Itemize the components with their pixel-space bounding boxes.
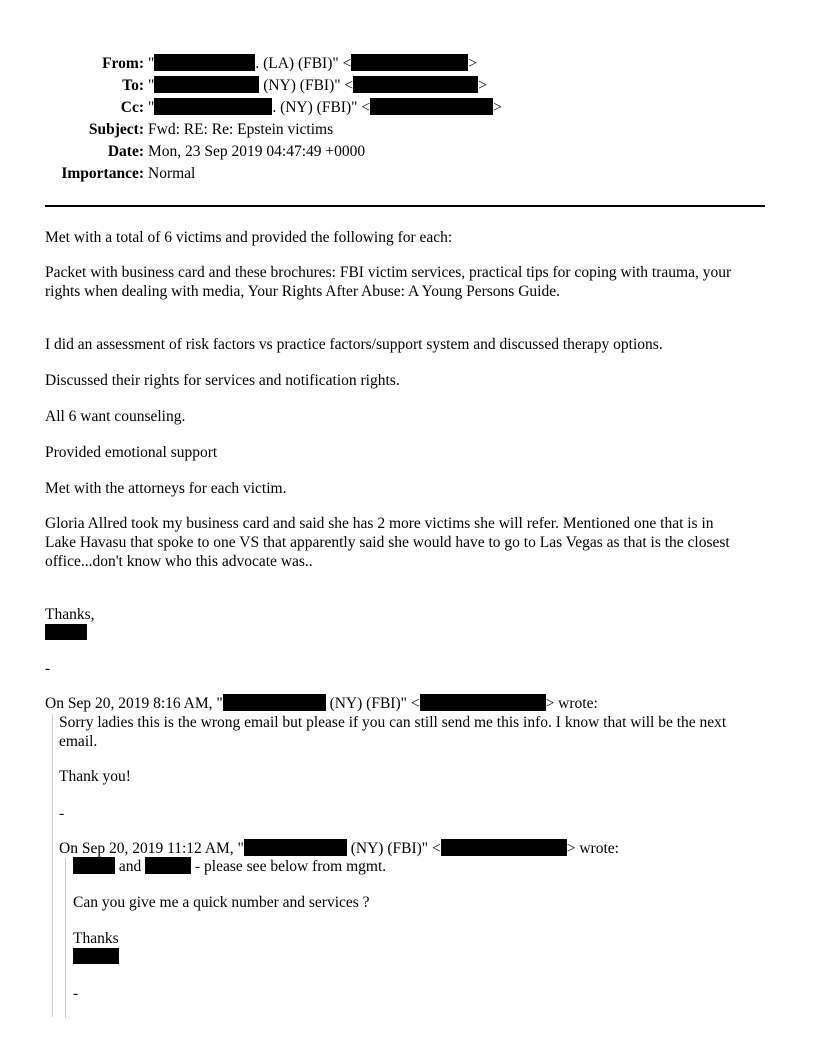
redaction-bar [73, 857, 115, 874]
quote-text: Can you give me a quick number and services ? [73, 894, 370, 911]
redaction-bar [154, 98, 272, 115]
redaction-bar [154, 54, 255, 71]
cc-quote: " [148, 98, 155, 116]
redaction-bar [244, 839, 347, 856]
body-paragraph: Provided emotional support [45, 444, 218, 461]
to-quote: " [148, 76, 155, 94]
attribution-prefix: On Sep 20, 2019 11:12 AM, " [59, 840, 244, 857]
email-header [0, 52, 816, 184]
subject-value: Fwd: RE: Re: Epstein victims [148, 120, 334, 138]
body-paragraph: Met with the attorneys for each victim. [45, 480, 287, 497]
body-paragraph: office...don't know who this advocate was.. [45, 553, 313, 570]
redaction-bar [370, 98, 493, 115]
body-paragraph: rights when dealing with media, Your Rights After Abuse: A Young Persons Guide. [45, 283, 560, 300]
subject-row [0, 118, 816, 140]
quote-attribution [59, 839, 619, 858]
quote-text: email. [59, 733, 98, 750]
date-label: Date: [107, 142, 144, 160]
attribution-prefix: On Sep 20, 2019 8:16 AM, " [45, 695, 223, 712]
to-value [148, 76, 487, 95]
quote-text: Thanks [73, 930, 119, 947]
and-text: and [115, 858, 146, 875]
from-value [148, 54, 477, 73]
from-org: . (LA) (FBI)" < [255, 54, 352, 72]
importance-label: Importance: [61, 164, 144, 182]
redaction-bar [223, 694, 326, 711]
from-label: From: [102, 54, 144, 72]
attribution-suffix: > wrote: [545, 695, 598, 712]
signature-redaction [45, 624, 87, 640]
from-row [0, 52, 816, 74]
redaction-bar [441, 839, 567, 856]
quote-bar [52, 714, 53, 1017]
importance-row [0, 162, 816, 184]
attribution-org: (NY) (FBI)" < [325, 695, 420, 712]
to-org: (NY) (FBI)" < [259, 76, 354, 94]
quote-bar [65, 858, 66, 1018]
cc-label: Cc: [120, 98, 144, 116]
mgmt-text: - please see below from mgmt. [191, 858, 387, 875]
to-row [0, 74, 816, 96]
signature-redaction [73, 948, 119, 964]
signoff: Thanks, [45, 606, 95, 623]
redaction-bar [145, 857, 191, 874]
subject-label: Subject: [88, 120, 144, 138]
body-paragraph: Met with a total of 6 victims and provided the following for each: [45, 229, 453, 246]
redaction-bar [351, 54, 468, 71]
importance-value: Normal [148, 164, 196, 182]
from-bracket: > [468, 54, 478, 72]
cc-value [148, 98, 502, 117]
separator-dash: - [73, 985, 79, 1002]
to-label: To: [122, 76, 144, 94]
quote-text: Thank you! [59, 768, 131, 785]
body-paragraph: Discussed their rights for services and notification rights. [45, 372, 400, 389]
to-bracket: > [478, 76, 487, 94]
attribution-org: (NY) (FBI)" < [346, 840, 441, 857]
body-paragraph: Packet with business card and these brochures: FBI victim services, practical tips for coping with trauma, your [45, 264, 732, 281]
redaction-bar [154, 76, 259, 93]
redaction-bar [420, 694, 546, 711]
attribution-suffix: > wrote: [566, 840, 619, 857]
separator-dash: - [45, 660, 51, 677]
body-paragraph: All 6 want counseling. [45, 408, 186, 425]
body-paragraph: Gloria Allred took my business card and said she has 2 more victims she will refer. Mentioned one that is in [45, 515, 714, 532]
quote-text [73, 857, 386, 876]
cc-org: . (NY) (FBI)" < [272, 98, 371, 116]
quote-text: Sorry ladies this is the wrong email but please if you can still send me this info. I know that will be the next [59, 714, 727, 731]
date-value: Mon, 23 Sep 2019 04:47:49 +0000 [148, 142, 366, 160]
separator-dash: - [59, 805, 65, 822]
cc-bracket: > [493, 98, 502, 116]
header-divider [45, 205, 765, 207]
body-paragraph: I did an assessment of risk factors vs practice factors/support system and discussed therapy options. [45, 336, 663, 353]
quote-attribution [45, 694, 598, 713]
from-quote: " [148, 54, 155, 72]
date-row [0, 140, 816, 162]
cc-row [0, 96, 816, 118]
redaction-bar [353, 76, 478, 93]
body-paragraph: Lake Havasu that spoke to one VS that apparently said she would have to go to Las Vegas as that is the closest [45, 534, 730, 551]
